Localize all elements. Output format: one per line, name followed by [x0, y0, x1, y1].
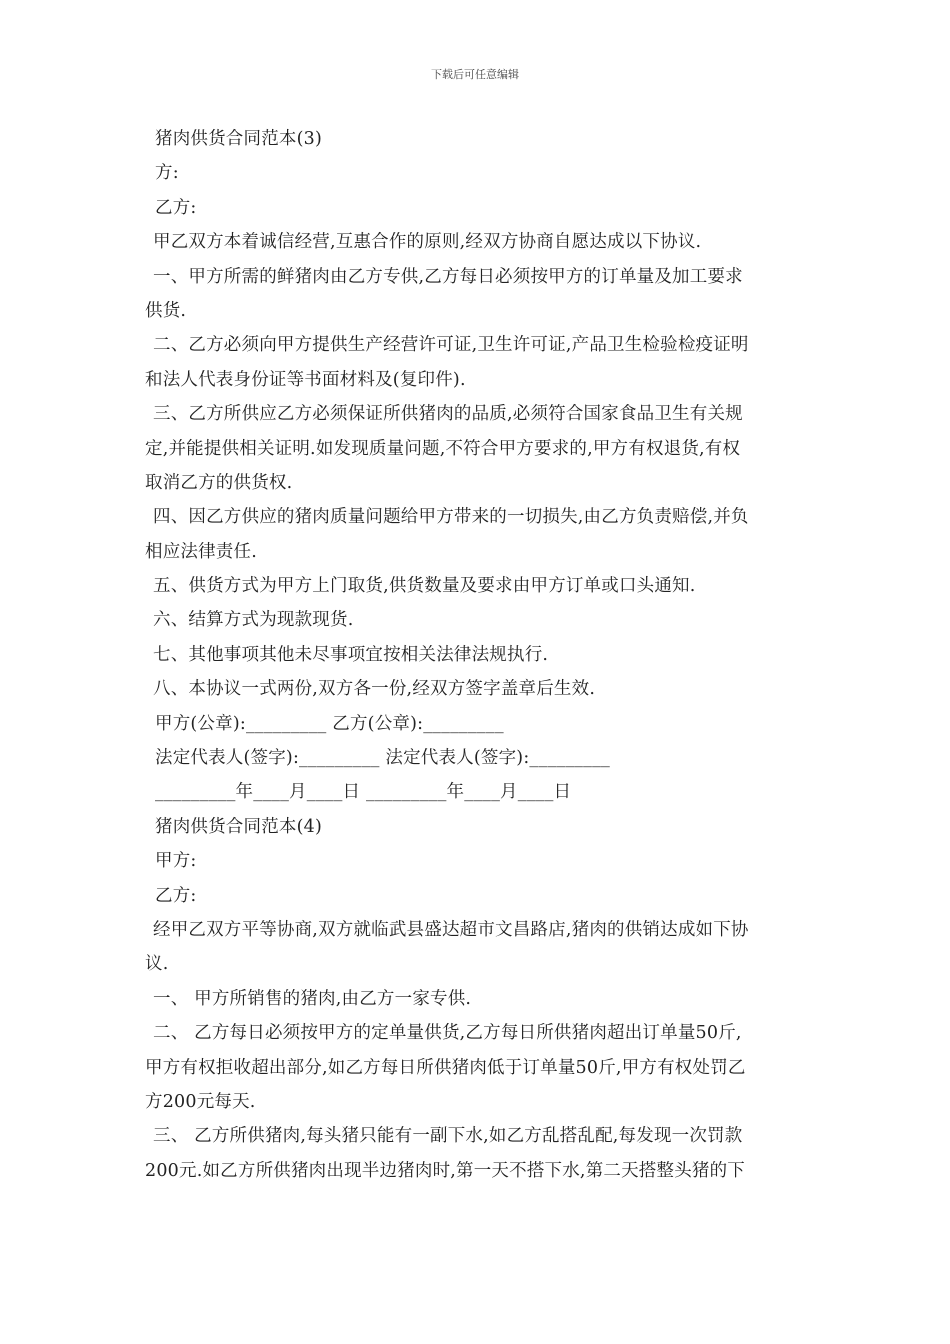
- section-title-3: 猪肉供货合同范本(3): [155, 129, 322, 149]
- party-a-label: 方:: [155, 163, 179, 184]
- paragraph-line: 二、乙方必须向甲方提供生产经营许可证,卫生许可证,产品卫生检验检疫证明: [153, 335, 749, 356]
- paragraph-line: 200元.如乙方所供猪肉出现半边猪肉时,第一天不搭下水,第二天搭整头猪的下: [145, 1160, 745, 1181]
- paragraph-line: 方200元每天.: [145, 1091, 256, 1112]
- paragraph-line: 和法人代表身份证等书面材料及(复印件).: [145, 369, 466, 390]
- paragraph-line: 定,并能提供相关证明.如发现质量问题,不符合甲方要求的,甲方有权退货,有权: [145, 438, 741, 459]
- section-title-4: 猪肉供货合同范本(4): [155, 816, 322, 837]
- paragraph-line: 供货.: [145, 300, 187, 321]
- paragraph-line: 甲方有权拒收超出部分,如乙方每日所供猪肉低于订单量50斤,甲方有权处罚乙: [145, 1057, 746, 1078]
- paragraph-line: 二、 乙方每日必须按甲方的定单量供货,乙方每日所供猪肉超出订单量50斤,: [153, 1023, 742, 1044]
- paragraph-line: 三、 乙方所供猪肉,每头猪只能有一副下水,如乙方乱搭乱配,每发现一次罚款: [153, 1126, 743, 1147]
- header-note: 下载后可任意编辑: [431, 68, 519, 81]
- paragraph-line: 取消乙方的供货权.: [145, 472, 293, 493]
- paragraph-line: 六、结算方式为现款现货.: [153, 610, 354, 631]
- signature-rep-line: 法定代表人(签字):_________ 法定代表人(签字):_________: [155, 748, 610, 769]
- paragraph-line: 相应法律责任.: [145, 541, 257, 562]
- paragraph-line: 一、甲方所需的鲜猪肉由乙方专供,乙方每日必须按甲方的订单量及加工要求: [153, 266, 743, 287]
- signature-date-line: _________年____月____日 _________年____月____日: [155, 782, 572, 803]
- paragraph-line: 一、 甲方所销售的猪肉,由乙方一家专供.: [153, 988, 472, 1009]
- signature-seal-line: 甲方(公章):_________ 乙方(公章):_________: [155, 713, 504, 734]
- document-body: [145, 122, 813, 1188]
- paragraph-line: 议.: [145, 954, 169, 975]
- paragraph-line: 四、因乙方供应的猪肉质量问题给甲方带来的一切损失,由乙方负责赔偿,并负: [153, 507, 749, 528]
- paragraph-line: 甲乙双方本着诚信经营,互惠合作的原则,经双方协商自愿达成以下协议.: [153, 232, 702, 253]
- paragraph-line: 八、本协议一式两份,双方各一份,经双方签字盖章后生效.: [153, 679, 596, 700]
- paragraph-line: 三、乙方所供应乙方必须保证所供猪肉的品质,必须符合国家食品卫生有关规: [153, 404, 743, 425]
- party-a-label: 甲方:: [155, 851, 197, 872]
- party-b-label: 乙方:: [155, 885, 197, 906]
- party-b-label: 乙方:: [155, 197, 197, 218]
- paragraph-line: 经甲乙双方平等协商,双方就临武县盛达超市文昌路店,猪肉的供销达成如下协: [153, 919, 749, 940]
- paragraph-line: 五、供货方式为甲方上门取货,供货数量及要求由甲方订单或口头通知.: [153, 576, 696, 597]
- paragraph-line: 七、其他事项其他未尽事项宜按相关法律法规执行.: [153, 644, 549, 665]
